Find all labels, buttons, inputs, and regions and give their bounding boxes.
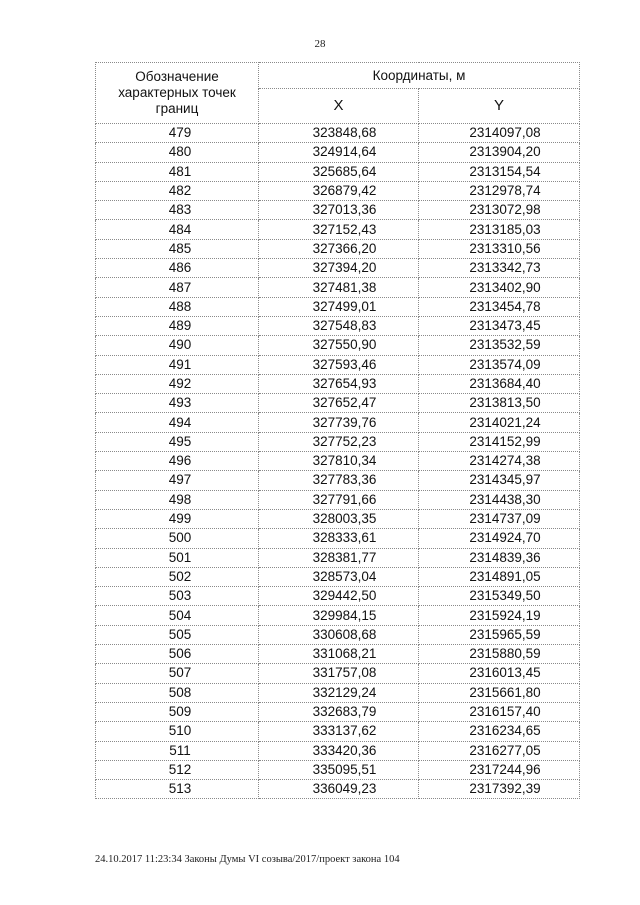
footer-stamp: 24.10.2017 11:23:34 Законы Думы VI созыва/2017/проект закона 104	[95, 854, 400, 865]
y-coordinate-cell: 2314891,05	[419, 567, 580, 586]
x-coordinate-cell: 335095,51	[259, 760, 419, 779]
x-coordinate-cell: 325685,64	[259, 162, 419, 181]
x-coordinate-cell: 327394,20	[259, 259, 419, 278]
coordinates-table	[95, 62, 580, 799]
table-row	[96, 355, 580, 374]
header-y: Y	[419, 89, 580, 124]
point-number-cell: 486	[96, 259, 259, 278]
y-coordinate-cell: 2313904,20	[419, 143, 580, 162]
table-row	[96, 452, 580, 471]
table-row	[96, 645, 580, 664]
table-row	[96, 509, 580, 528]
table-row	[96, 760, 580, 779]
x-coordinate-cell: 336049,23	[259, 780, 419, 799]
x-coordinate-cell: 328003,35	[259, 509, 419, 528]
point-number-cell: 511	[96, 741, 259, 760]
table-header	[96, 63, 580, 124]
x-coordinate-cell: 327752,23	[259, 432, 419, 451]
table-row	[96, 683, 580, 702]
table-row	[96, 413, 580, 432]
y-coordinate-cell: 2313813,50	[419, 394, 580, 413]
y-coordinate-cell: 2313072,98	[419, 201, 580, 220]
x-coordinate-cell: 327739,76	[259, 413, 419, 432]
point-number-cell: 493	[96, 394, 259, 413]
point-number-cell: 507	[96, 664, 259, 683]
y-coordinate-cell: 2312978,74	[419, 181, 580, 200]
y-coordinate-cell: 2315965,59	[419, 625, 580, 644]
y-coordinate-cell: 2313684,40	[419, 374, 580, 393]
y-coordinate-cell: 2314438,30	[419, 490, 580, 509]
table-row	[96, 162, 580, 181]
point-number-cell: 480	[96, 143, 259, 162]
y-coordinate-cell: 2313532,59	[419, 336, 580, 355]
y-coordinate-cell: 2313154,54	[419, 162, 580, 181]
point-number-cell: 489	[96, 316, 259, 335]
point-number-cell: 479	[96, 124, 259, 143]
table-row	[96, 394, 580, 413]
y-coordinate-cell: 2313574,09	[419, 355, 580, 374]
y-coordinate-cell: 2313402,90	[419, 278, 580, 297]
table-row	[96, 664, 580, 683]
point-number-cell: 484	[96, 220, 259, 239]
table-row	[96, 722, 580, 741]
point-number-cell: 497	[96, 471, 259, 490]
table-row	[96, 181, 580, 200]
y-coordinate-cell: 2316157,40	[419, 702, 580, 721]
table-row	[96, 529, 580, 548]
point-number-cell: 496	[96, 452, 259, 471]
page-number: 28	[314, 38, 326, 50]
y-coordinate-cell: 2315924,19	[419, 606, 580, 625]
point-number-cell: 495	[96, 432, 259, 451]
table-row	[96, 587, 580, 606]
x-coordinate-cell: 327654,93	[259, 374, 419, 393]
table-row	[96, 741, 580, 760]
table-row	[96, 567, 580, 586]
y-coordinate-cell: 2314021,24	[419, 413, 580, 432]
x-coordinate-cell: 333137,62	[259, 722, 419, 741]
y-coordinate-cell: 2314345,97	[419, 471, 580, 490]
table-row	[96, 548, 580, 567]
table-row	[96, 702, 580, 721]
point-number-cell: 492	[96, 374, 259, 393]
point-number-cell: 504	[96, 606, 259, 625]
point-number-cell: 485	[96, 239, 259, 258]
y-coordinate-cell: 2315661,80	[419, 683, 580, 702]
y-coordinate-cell: 2314274,38	[419, 452, 580, 471]
header-x: X	[259, 89, 419, 124]
table-row	[96, 124, 580, 143]
table-row	[96, 259, 580, 278]
x-coordinate-cell: 329984,15	[259, 606, 419, 625]
x-coordinate-cell: 327481,38	[259, 278, 419, 297]
point-number-cell: 481	[96, 162, 259, 181]
y-coordinate-cell: 2313473,45	[419, 316, 580, 335]
y-coordinate-cell: 2314097,08	[419, 124, 580, 143]
y-coordinate-cell: 2313454,78	[419, 297, 580, 316]
point-number-cell: 503	[96, 587, 259, 606]
point-number-cell: 499	[96, 509, 259, 528]
y-coordinate-cell: 2313342,73	[419, 259, 580, 278]
x-coordinate-cell: 327013,36	[259, 201, 419, 220]
y-coordinate-cell: 2314152,99	[419, 432, 580, 451]
point-number-cell: 512	[96, 760, 259, 779]
y-coordinate-cell: 2314924,70	[419, 529, 580, 548]
point-number-cell: 490	[96, 336, 259, 355]
table-row	[96, 471, 580, 490]
x-coordinate-cell: 330608,68	[259, 625, 419, 644]
x-coordinate-cell: 332129,24	[259, 683, 419, 702]
y-coordinate-cell: 2313310,56	[419, 239, 580, 258]
y-coordinate-cell: 2316234,65	[419, 722, 580, 741]
header-designation: Обозначение характерных точек границ	[96, 63, 259, 124]
x-coordinate-cell: 326879,42	[259, 181, 419, 200]
point-number-cell: 498	[96, 490, 259, 509]
point-number-cell: 488	[96, 297, 259, 316]
y-coordinate-cell: 2314737,09	[419, 509, 580, 528]
table-row	[96, 297, 580, 316]
point-number-cell: 513	[96, 780, 259, 799]
table-row	[96, 143, 580, 162]
x-coordinate-cell: 327550,90	[259, 336, 419, 355]
y-coordinate-cell: 2317392,39	[419, 780, 580, 799]
x-coordinate-cell: 332683,79	[259, 702, 419, 721]
x-coordinate-cell: 323848,68	[259, 124, 419, 143]
table-row	[96, 625, 580, 644]
point-number-cell: 482	[96, 181, 259, 200]
x-coordinate-cell: 327652,47	[259, 394, 419, 413]
point-number-cell: 510	[96, 722, 259, 741]
y-coordinate-cell: 2317244,96	[419, 760, 580, 779]
y-coordinate-cell: 2315880,59	[419, 645, 580, 664]
table-row	[96, 316, 580, 335]
table-row	[96, 239, 580, 258]
x-coordinate-cell: 328381,77	[259, 548, 419, 567]
table-row	[96, 432, 580, 451]
x-coordinate-cell: 327366,20	[259, 239, 419, 258]
x-coordinate-cell: 328573,04	[259, 567, 419, 586]
point-number-cell: 500	[96, 529, 259, 548]
x-coordinate-cell: 327593,46	[259, 355, 419, 374]
x-coordinate-cell: 324914,64	[259, 143, 419, 162]
table-row	[96, 336, 580, 355]
table-row	[96, 220, 580, 239]
x-coordinate-cell: 327783,36	[259, 471, 419, 490]
table-row	[96, 490, 580, 509]
y-coordinate-cell: 2315349,50	[419, 587, 580, 606]
point-number-cell: 483	[96, 201, 259, 220]
point-number-cell: 505	[96, 625, 259, 644]
point-number-cell: 502	[96, 567, 259, 586]
point-number-cell: 487	[96, 278, 259, 297]
table-row	[96, 201, 580, 220]
table-row	[96, 780, 580, 799]
y-coordinate-cell: 2316013,45	[419, 664, 580, 683]
point-number-cell: 501	[96, 548, 259, 567]
x-coordinate-cell: 329442,50	[259, 587, 419, 606]
y-coordinate-cell: 2316277,05	[419, 741, 580, 760]
table-body	[96, 124, 580, 799]
point-number-cell: 508	[96, 683, 259, 702]
table-row	[96, 606, 580, 625]
point-number-cell: 494	[96, 413, 259, 432]
point-number-cell: 491	[96, 355, 259, 374]
point-number-cell: 506	[96, 645, 259, 664]
table-row	[96, 374, 580, 393]
y-coordinate-cell: 2314839,36	[419, 548, 580, 567]
table-row	[96, 278, 580, 297]
x-coordinate-cell: 327548,83	[259, 316, 419, 335]
x-coordinate-cell: 331068,21	[259, 645, 419, 664]
x-coordinate-cell: 331757,08	[259, 664, 419, 683]
x-coordinate-cell: 327810,34	[259, 452, 419, 471]
point-number-cell: 509	[96, 702, 259, 721]
x-coordinate-cell: 327499,01	[259, 297, 419, 316]
x-coordinate-cell: 328333,61	[259, 529, 419, 548]
x-coordinate-cell: 327152,43	[259, 220, 419, 239]
header-coordinates: Координаты, м	[259, 63, 580, 89]
x-coordinate-cell: 327791,66	[259, 490, 419, 509]
y-coordinate-cell: 2313185,03	[419, 220, 580, 239]
x-coordinate-cell: 333420,36	[259, 741, 419, 760]
